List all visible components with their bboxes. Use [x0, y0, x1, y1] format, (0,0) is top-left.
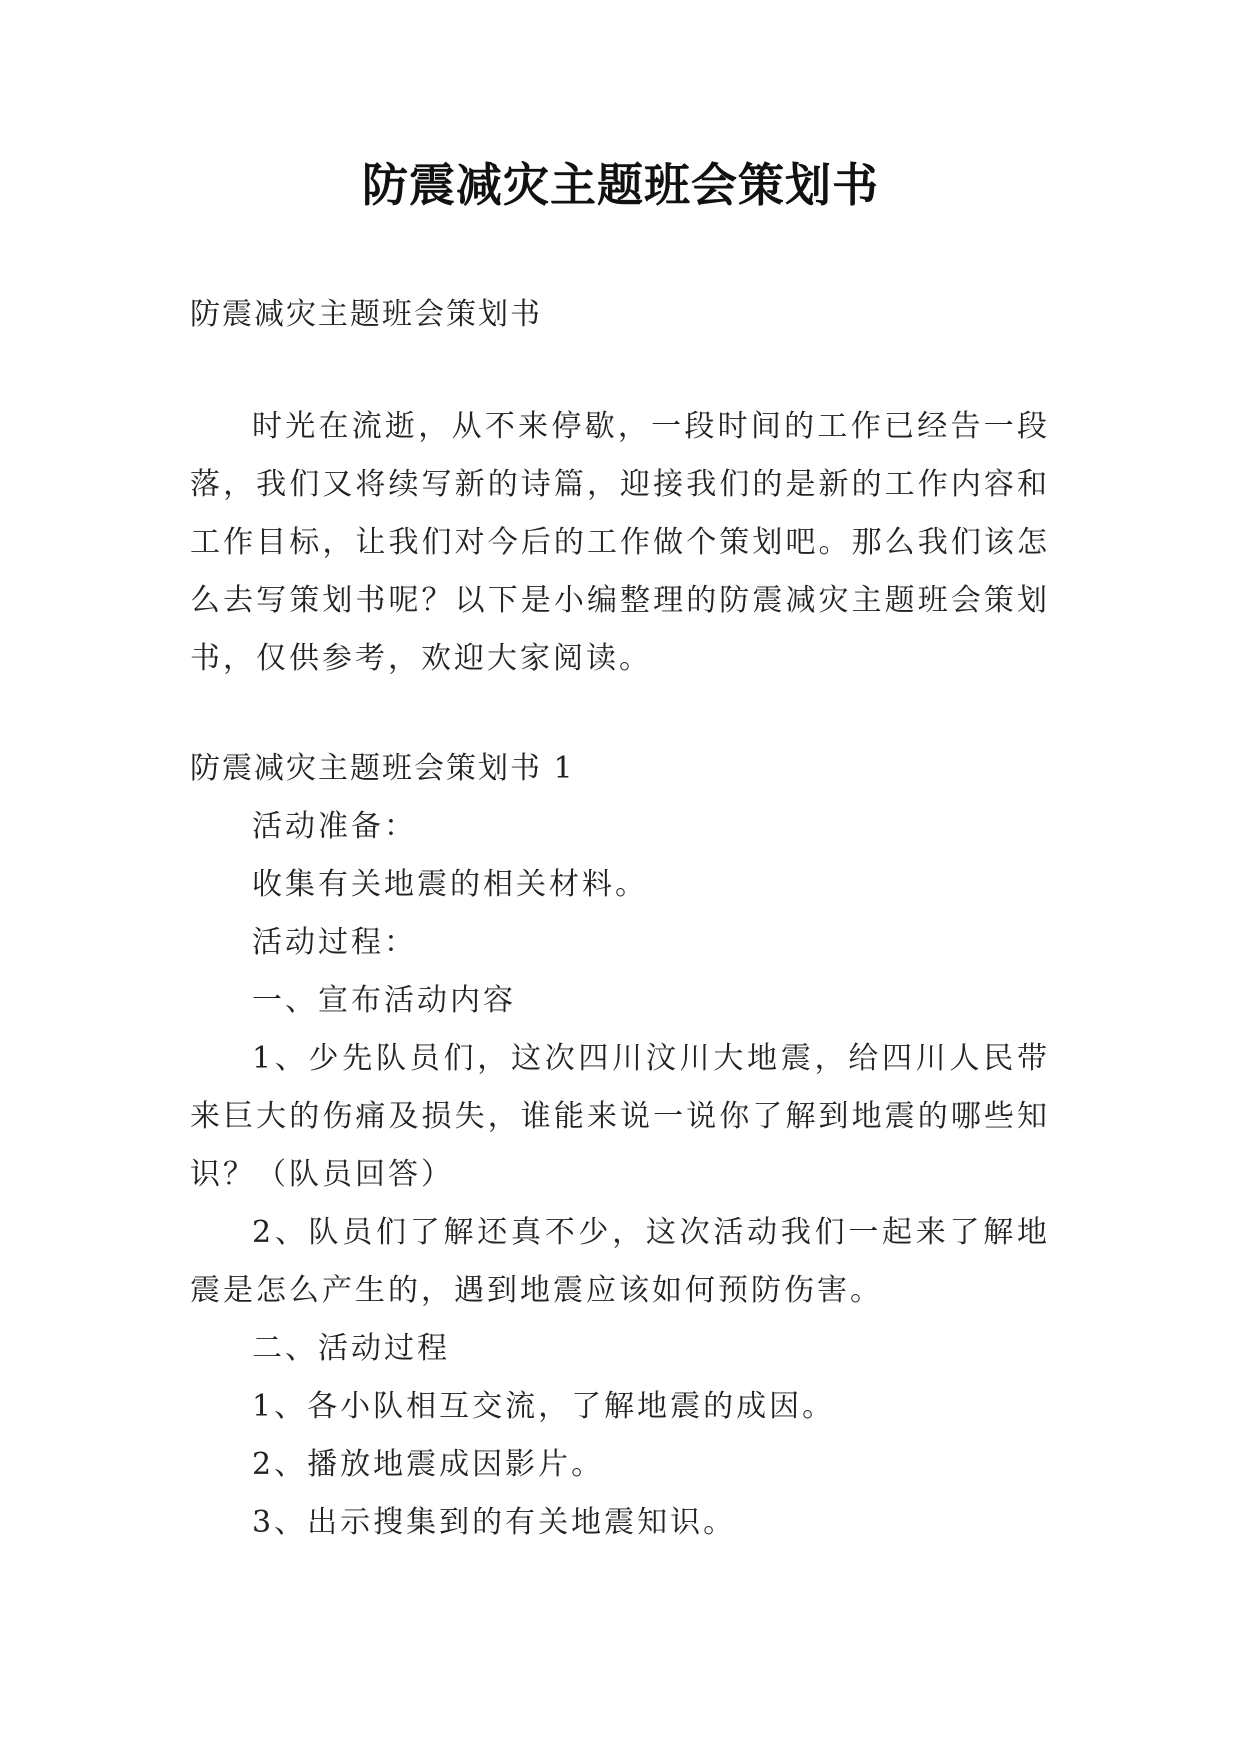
document-body [190, 286, 1050, 1552]
document-title: 防震减灾主题班会策划书 [362, 158, 879, 212]
paragraph-activity-process-label: 活动过程： [252, 925, 417, 960]
paragraph-activity-prep-label: 活动准备： [252, 809, 417, 844]
paragraph-process-item-2: 2、播放地震成因影片。 [252, 1447, 605, 1482]
document-subtitle: 防震减灾主题班会策划书 [190, 297, 542, 332]
paragraph-item-2: 2、队员们了解还真不少，这次活动我们一起来了解地震是怎么产生的，遇到地震应该如何预防伤害。 [190, 1215, 1050, 1308]
section-title: 防震减灾主题班会策划书 1 [190, 751, 575, 786]
paragraph-process-item-1: 1、各小队相互交流，了解地震的成因。 [252, 1389, 836, 1424]
intro-paragraph: 时光在流逝，从不来停歇，一段时间的工作已经告一段落，我们又将续写新的诗篇，迎接我们的是新的工作内容和工作目标，让我们对今后的工作做个策划吧。那么我们该怎么去写策划书呢？以下是小编整理的防震减灾主题班会策划书，仅供参考，欢迎大家阅读。 [190, 409, 1050, 676]
paragraph-section-process: 二、活动过程 [252, 1331, 450, 1366]
paragraph-item-1: 1、少先队员们，这次四川汶川大地震，给四川人民带来巨大的伤痛及损失，谁能来说一说你了解到地震的哪些知识？（队员回答） [190, 1041, 1050, 1192]
paragraph-activity-prep-content: 收集有关地震的相关材料。 [252, 867, 648, 902]
paragraph-process-item-3: 3、出示搜集到的有关地震知识。 [252, 1505, 737, 1540]
paragraph-section-announce: 一、宣布活动内容 [252, 983, 516, 1018]
